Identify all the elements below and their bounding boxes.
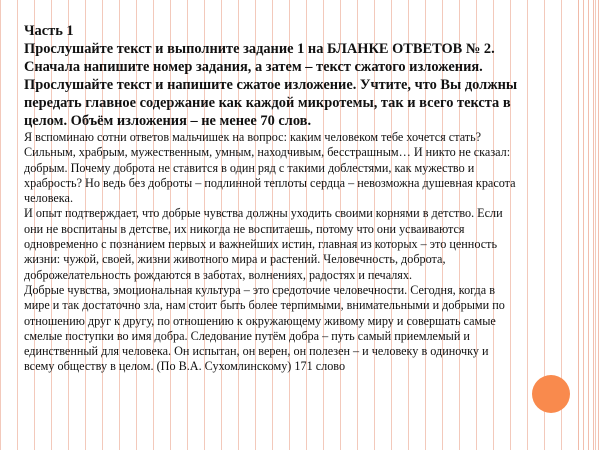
document-text xyxy=(24,22,560,375)
paragraph-1: Я вспоминаю сотни ответов мальчишек на вопрос: каким человеком тебе хочется стать? Сильным, храбрым, мужественным, умным, находчивым, бесстрашным… И никто не сказал: добрым. Почему доброта не ставится в один ряд с такими доблестями, как мужество и храбрость? Но ведь без доброты – подлинной теплоты сердца – невозможна душевная красота человека. xyxy=(24,130,516,206)
paragraph-3: Добрые чувства, эмоциональная культура – это средоточие человечности. Сегодня, когда в мире и так достаточно зла, нам стоит быть более терпимыми, внимательными и добрыми по отношению друг к другу, по отношению к окружающему живому миру и совершать самые смелые поступки во имя добра. Следование путём добра – путь самый приемлемый и единственный для человека. Он испытан, он верен, он полезен – и человеку в одиночку и всему обществу в целом. (По В.А. Сухомлинскому) 171 слово xyxy=(24,282,505,374)
right-edge-grid xyxy=(578,0,600,450)
decorative-orange-circle xyxy=(532,375,570,413)
paragraph-2: И опыт подтверждает, что добрые чувства должны уходить своими корнями в детство. Если они не воспитаны в детстве, их никогда не воспитаешь, потому что они усваиваются одновременно с познанием первых и важнейших истин, главная из которых – это ценность жизни: чужой, своей, жизни животного мира и растений. Человечность, доброта, доброжелательность рождаются в заботах, волнениях, радостях и печалях. xyxy=(24,206,503,282)
part-title: Часть 1 xyxy=(24,23,74,39)
task-instruction: Прослушайте текст и выполните задание 1 на БЛАНКЕ ОТВЕТОВ № 2. Сначала напишите номер задания, а затем – текст сжатого изложения. Прослушайте текст и напишите сжатое изложение. Учтите, что Вы должны передать главное содержание как каждой микротемы, так и всего текста в целом. Объём изложения – не менее 70 слов. xyxy=(24,41,518,129)
